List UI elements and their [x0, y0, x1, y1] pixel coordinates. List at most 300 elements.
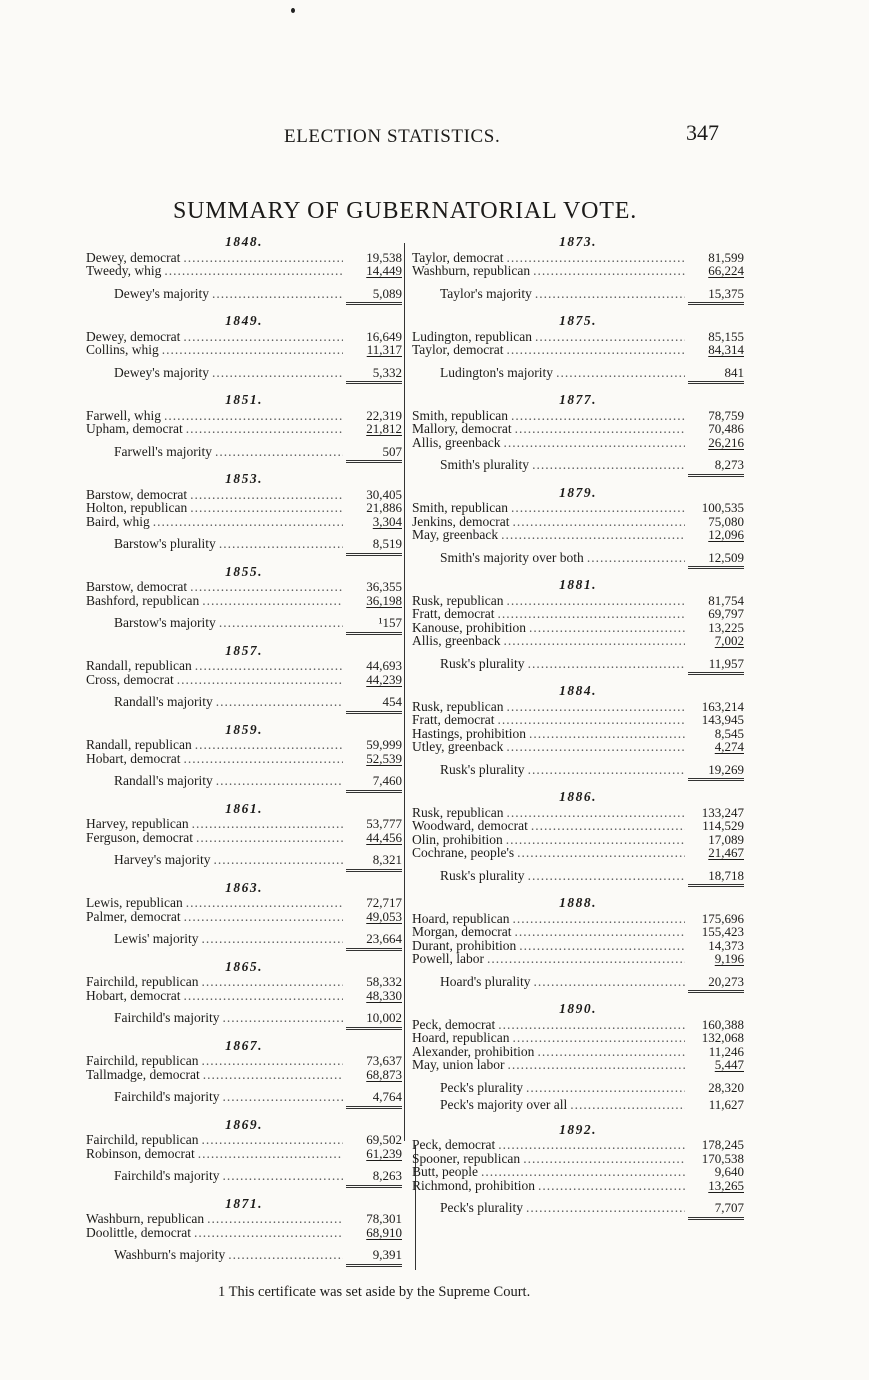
result-row [412, 1098, 744, 1114]
vote-count: 21,467 [708, 845, 744, 860]
candidate-row [86, 817, 402, 831]
dot-leader [507, 1058, 685, 1072]
candidate-row [412, 528, 744, 542]
result-row [412, 287, 744, 306]
election-year: 1888. [559, 895, 597, 910]
dot-leader [503, 436, 685, 450]
dot-leader [535, 330, 685, 344]
result-value: 8,519 [346, 537, 402, 556]
dot-leader [487, 952, 685, 966]
election-year: 1884. [559, 683, 597, 698]
result-value: 23,664 [346, 932, 402, 951]
ink-speck [291, 8, 295, 13]
vote-count: 81,754 [708, 592, 744, 608]
dot-leader [201, 1054, 343, 1068]
result-row [412, 366, 744, 385]
candidate-name: Richmond, prohibition [412, 1177, 535, 1193]
dot-leader [186, 422, 343, 436]
candidate-row [412, 700, 744, 714]
vote-count: 100,535 [701, 500, 744, 515]
vote-count: 114,529 [702, 818, 744, 833]
candidate-name: Hobart, democrat [86, 987, 181, 1003]
election-year: 1867. [225, 1037, 263, 1053]
dot-leader [535, 287, 685, 301]
result-value: ¹157 [346, 616, 402, 635]
vote-count: 44,456 [366, 829, 402, 845]
dot-leader [497, 713, 685, 727]
result-value: 20,273 [688, 975, 744, 994]
election-block [86, 1197, 402, 1267]
result-label: Randall's majority [114, 773, 213, 788]
result-value: 9,391 [346, 1248, 402, 1267]
dot-leader [587, 551, 685, 565]
vote-count: 14,449 [366, 263, 402, 278]
vote-count: 85,155 [708, 328, 744, 344]
left-column [86, 235, 402, 1267]
vote-count: 11,246 [708, 1043, 744, 1059]
candidate-row [86, 594, 402, 608]
vote-count: 48,330 [366, 987, 402, 1003]
candidate-name: Washburn, republican [86, 1211, 205, 1226]
candidate-row [86, 831, 402, 845]
dot-leader [506, 806, 685, 820]
dot-leader [506, 700, 685, 714]
vote-count: 36,198 [366, 592, 402, 608]
result-row [412, 763, 744, 782]
result-value: 4,764 [346, 1090, 402, 1109]
candidate-row [412, 515, 744, 529]
dot-leader [228, 1248, 343, 1262]
candidate-name: Hobart, democrat [86, 750, 181, 766]
result-label: Peck's majority over all [440, 1097, 568, 1112]
result-label: Barstow's majority [114, 615, 216, 630]
vote-count: 4,274 [714, 739, 744, 754]
dot-leader [183, 330, 343, 344]
dot-leader [538, 1179, 685, 1193]
candidate-row [86, 422, 402, 436]
dot-leader [212, 366, 343, 380]
dot-leader [164, 409, 343, 423]
candidate-name: Olin, prohibition [412, 831, 503, 847]
result-value: 507 [346, 445, 402, 464]
vote-count: 73,637 [366, 1053, 402, 1068]
candidate-name: Rusk, republican [412, 698, 504, 714]
candidate-row [412, 1045, 744, 1059]
election-year: 1873. [559, 234, 597, 249]
result-label: Dewey's majority [114, 364, 210, 380]
result-value: 8,273 [688, 458, 744, 477]
result-row [412, 657, 744, 676]
dot-leader [528, 869, 685, 883]
dot-leader [219, 537, 343, 551]
right-column [412, 235, 744, 1220]
candidate-name: Peck, democrat [412, 1137, 496, 1152]
election-year: 1851. [225, 392, 263, 407]
election-year: 1848. [225, 234, 263, 249]
candidate-row [412, 409, 744, 423]
vote-count: 160,388 [701, 1016, 744, 1032]
dot-leader [183, 752, 343, 766]
dot-leader [153, 515, 343, 529]
result-label: Smith's majority over both [440, 549, 584, 565]
election-block [412, 896, 744, 993]
vote-count: 3,304 [372, 513, 402, 529]
candidate-name: Fairchild, republican [86, 1132, 199, 1147]
candidate-name: Ferguson, democrat [86, 829, 193, 845]
candidate-name: Hoard, republican [412, 1030, 510, 1045]
vote-count: 68,873 [366, 1066, 402, 1082]
election-block [412, 790, 744, 887]
vote-count: 14,373 [708, 937, 744, 953]
election-block [86, 235, 402, 305]
result-value: 5,089 [346, 287, 402, 306]
election-year: 1886. [559, 789, 597, 804]
candidate-name: Smith, republican [412, 500, 508, 515]
candidate-row [86, 580, 402, 594]
vote-count: 9,196 [714, 951, 744, 966]
election-year: 1849. [225, 313, 263, 328]
candidate-row [412, 330, 744, 344]
result-row [412, 869, 744, 888]
candidate-name: Peck, democrat [412, 1016, 496, 1032]
result-row [86, 695, 402, 714]
candidate-name: Spooner, republican [412, 1150, 521, 1166]
dot-leader [190, 488, 343, 502]
dot-leader [511, 409, 685, 423]
result-label: Peck's plurality [440, 1200, 524, 1215]
candidate-name: Upham, democrat [86, 421, 183, 436]
candidate-name: Fairchild, republican [86, 974, 199, 989]
candidate-name: Dewey, democrat [86, 249, 181, 265]
vote-count: 78,301 [366, 1211, 402, 1226]
vote-count: 178,245 [701, 1137, 744, 1152]
column-divider [404, 243, 405, 1141]
dot-leader [162, 343, 343, 357]
candidate-row [86, 910, 402, 924]
dot-leader [201, 1133, 343, 1147]
candidate-row [86, 738, 402, 752]
election-block [412, 1123, 744, 1220]
result-row [412, 458, 744, 477]
candidate-name: Butt, people [412, 1164, 478, 1179]
dot-leader [506, 251, 685, 265]
dot-leader [214, 853, 343, 867]
dot-leader [497, 607, 685, 621]
candidate-name: Farwell, whig [86, 407, 161, 423]
vote-count: 30,405 [366, 486, 402, 502]
candidate-name: Collins, whig [86, 342, 159, 357]
candidate-row [412, 819, 744, 833]
election-block [412, 235, 744, 305]
vote-count: 59,999 [366, 737, 402, 752]
vote-count: 58,332 [366, 974, 402, 989]
vote-count: 22,319 [366, 407, 402, 423]
result-label: Taylor's majority [440, 285, 532, 301]
candidate-row [86, 488, 402, 502]
result-row [86, 774, 402, 793]
vote-count: 5,447 [714, 1057, 744, 1072]
election-block [86, 960, 402, 1030]
election-year: 1881. [559, 577, 597, 592]
result-label: Rusk's plurality [440, 867, 525, 883]
candidate-row [412, 634, 744, 648]
result-row [86, 853, 402, 872]
result-label: Rusk's plurality [440, 761, 525, 777]
candidate-name: Ludington, republican [412, 328, 532, 344]
candidate-row [412, 607, 744, 621]
dot-leader [503, 634, 685, 648]
dot-leader [532, 458, 685, 472]
dot-leader [531, 819, 685, 833]
candidate-name: May, greenback [412, 527, 499, 542]
candidate-row [86, 975, 402, 989]
election-year: 1877. [559, 392, 597, 407]
dot-leader [202, 932, 343, 946]
dot-leader [515, 422, 685, 436]
dot-leader [196, 831, 343, 845]
dot-leader [506, 594, 685, 608]
dot-leader [223, 1090, 343, 1104]
candidate-row [412, 1031, 744, 1045]
election-year: 1863. [225, 879, 263, 895]
election-block [412, 486, 744, 570]
candidate-name: Taylor, democrat [412, 342, 504, 357]
candidate-name: Smith, republican [412, 407, 508, 423]
dot-leader [183, 251, 343, 265]
candidate-row [412, 1058, 744, 1072]
result-row [412, 551, 744, 570]
election-block [86, 723, 402, 793]
result-label: Fairchild's majority [114, 1089, 220, 1104]
election-year: 1879. [559, 484, 597, 500]
dot-leader [498, 1018, 685, 1032]
result-row [86, 1248, 402, 1267]
result-label: Farwell's majority [114, 443, 213, 459]
candidate-row [412, 833, 744, 847]
candidate-row [412, 264, 744, 278]
vote-count: 163,214 [701, 698, 744, 714]
dot-leader [514, 925, 685, 939]
dot-leader [526, 1081, 685, 1095]
vote-count: 143,945 [701, 712, 744, 727]
dot-leader [192, 817, 343, 831]
candidate-name: Powell, labor [412, 951, 484, 966]
election-year: 1853. [225, 471, 263, 486]
result-value: 12,509 [688, 551, 744, 570]
result-value: 454 [346, 695, 402, 714]
running-head: ELECTION STATISTICS. [284, 126, 501, 147]
vote-count: 175,696 [701, 910, 744, 926]
result-value: 7,460 [346, 774, 402, 793]
candidate-row [86, 752, 402, 766]
dot-leader [534, 975, 685, 989]
dot-leader [207, 1212, 343, 1226]
dot-leader [506, 740, 685, 754]
dot-leader [201, 975, 343, 989]
result-row [86, 287, 402, 306]
result-label: Barstow's plurality [114, 536, 216, 551]
result-label: Washburn's majority [114, 1247, 226, 1262]
dot-leader [512, 1031, 685, 1045]
dot-leader [506, 343, 685, 357]
candidate-name: Dewey, democrat [86, 328, 181, 344]
dot-leader [164, 264, 343, 278]
dot-leader [186, 896, 343, 910]
dot-leader [177, 673, 343, 687]
result-label: Harvey's majority [114, 852, 211, 867]
candidate-name: Hoard, republican [412, 910, 510, 926]
result-row [86, 537, 402, 556]
dot-leader [194, 1226, 343, 1240]
candidate-name: Barstow, democrat [86, 579, 188, 594]
candidate-name: Barstow, democrat [86, 486, 188, 502]
result-value: 18,718 [688, 869, 744, 888]
election-year: 1865. [225, 958, 263, 974]
candidate-row [412, 501, 744, 515]
vote-count: 16,649 [366, 328, 402, 344]
result-label: Smith's plurality [440, 457, 530, 472]
election-block [412, 393, 744, 477]
candidate-row [412, 1138, 744, 1152]
result-value: 5,332 [346, 366, 402, 385]
candidate-name: Tallmadge, democrat [86, 1066, 200, 1082]
result-row [86, 616, 402, 635]
dot-leader [183, 989, 343, 1003]
dot-leader [570, 1098, 685, 1112]
election-block [86, 393, 402, 463]
dot-leader [528, 763, 685, 777]
vote-count: 78,759 [708, 407, 744, 423]
election-block [86, 802, 402, 872]
result-value: 28,320 [708, 1079, 744, 1095]
dot-leader [190, 501, 343, 515]
dot-leader [216, 774, 343, 788]
election-block [86, 565, 402, 635]
vote-count: 53,777 [366, 816, 402, 831]
candidate-row [86, 251, 402, 265]
dot-leader [223, 1169, 343, 1183]
candidate-name: Allis, greenback [412, 633, 501, 648]
dot-leader [512, 912, 685, 926]
candidate-row [412, 912, 744, 926]
election-year: 1861. [225, 800, 263, 816]
dot-leader [212, 287, 343, 301]
result-row [412, 1201, 744, 1220]
candidate-row [412, 1018, 744, 1032]
candidate-name: Morgan, democrat [412, 924, 512, 939]
vote-count: 81,599 [708, 249, 744, 265]
result-label: Rusk's plurality [440, 655, 525, 671]
candidate-row [412, 740, 744, 754]
candidate-name: Woodward, democrat [412, 818, 528, 833]
vote-count: 26,216 [708, 434, 744, 450]
result-value: 11,627 [708, 1097, 744, 1112]
candidate-row [412, 727, 744, 741]
vote-count: 44,239 [366, 671, 402, 687]
candidate-row [412, 621, 744, 635]
candidate-row [86, 264, 402, 278]
candidate-row [412, 422, 744, 436]
vote-count: 66,224 [708, 263, 744, 278]
dot-leader [529, 727, 685, 741]
dot-leader [203, 1068, 343, 1082]
vote-count: 133,247 [701, 804, 744, 820]
candidate-name: Fratt, democrat [412, 606, 495, 621]
result-value: 841 [688, 366, 744, 385]
result-label: Peck's plurality [440, 1079, 524, 1095]
dot-leader [498, 1138, 685, 1152]
result-row [86, 1011, 402, 1030]
result-label: Ludington's majority [440, 364, 554, 380]
result-label: Fairchild's majority [114, 1010, 220, 1025]
election-block [86, 1118, 402, 1188]
candidate-name: Jenkins, democrat [412, 513, 510, 529]
vote-count: 13,225 [708, 619, 744, 635]
page-title: SUMMARY OF GUBERNATORIAL VOTE. [172, 198, 638, 224]
candidate-row [86, 989, 402, 1003]
candidate-row [412, 806, 744, 820]
result-row [412, 1081, 744, 1097]
dot-leader [184, 910, 343, 924]
dot-leader [528, 657, 685, 671]
candidate-name: Durant, prohibition [412, 937, 517, 953]
candidate-row [86, 1068, 402, 1082]
candidate-row [86, 1147, 402, 1161]
page-number: 347 [686, 120, 719, 145]
candidate-name: Harvey, republican [86, 816, 189, 831]
candidate-name: Hastings, prohibition [412, 725, 526, 741]
result-value: 15,375 [688, 287, 744, 306]
dot-leader [190, 580, 343, 594]
election-year: 1859. [225, 721, 263, 737]
candidate-row [412, 1179, 744, 1193]
vote-count: 155,423 [701, 924, 744, 939]
election-year: 1855. [225, 563, 263, 579]
vote-count: 61,239 [366, 1145, 402, 1161]
candidate-row [86, 1133, 402, 1147]
candidate-name: Alexander, prohibition [412, 1043, 535, 1059]
dot-leader [219, 616, 343, 630]
election-year: 1892. [559, 1121, 597, 1137]
vote-count: 7,002 [714, 633, 744, 648]
vote-count: 21,886 [366, 500, 402, 515]
result-value: 8,263 [346, 1169, 402, 1188]
candidate-name: Washburn, republican [412, 263, 531, 278]
dot-leader [526, 1201, 685, 1215]
vote-count: 75,080 [708, 513, 744, 529]
footnote: 1 This certificate was set aside by the Supreme Court. [218, 1284, 531, 1300]
election-block [86, 472, 402, 556]
candidate-name: Randall, republican [86, 658, 192, 673]
candidate-row [86, 1226, 402, 1240]
result-row [86, 366, 402, 385]
candidate-name: Cochrane, people's [412, 845, 515, 860]
election-block [412, 1002, 744, 1114]
candidate-name: Holton, republican [86, 500, 188, 515]
dot-leader [506, 833, 685, 847]
election-block [412, 314, 744, 384]
candidate-row [412, 594, 744, 608]
candidate-name: Cross, democrat [86, 671, 174, 687]
dot-leader [202, 594, 343, 608]
result-value: 7,707 [688, 1201, 744, 1220]
candidate-name: Kanouse, prohibition [412, 619, 526, 635]
election-year: 1890. [559, 1001, 597, 1016]
result-value: 10,002 [346, 1011, 402, 1030]
dot-leader [523, 1152, 685, 1166]
candidate-name: Mallory, democrat [412, 421, 512, 436]
candidate-row [86, 1212, 402, 1226]
